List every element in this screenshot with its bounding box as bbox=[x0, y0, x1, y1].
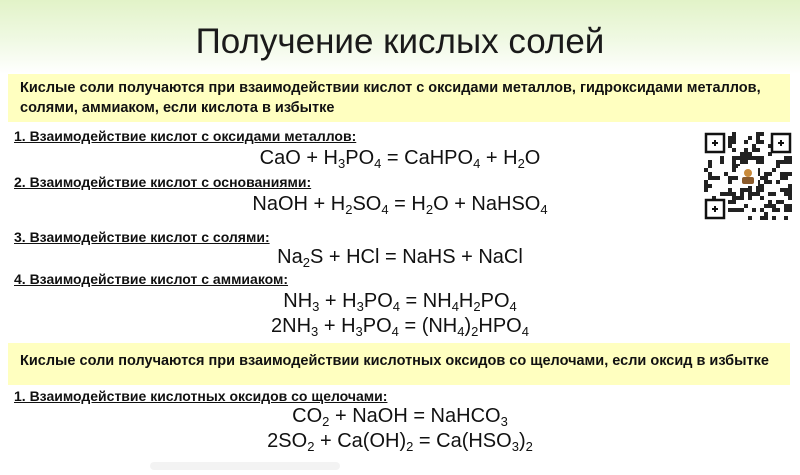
heading-acid-ammonia: 4. Взаимодействие кислот с аммиаком: bbox=[14, 271, 289, 287]
note-acids-excess: Кислые соли получаются при взаимодействии кислот с оксидами металлов, гидроксидами металлов, солями, аммиаком, если кислота в избытке bbox=[8, 74, 790, 122]
heading-acid-metal-oxides: 1. Взаимодействие кислот с оксидами металлов: bbox=[14, 128, 357, 144]
qr-code-icon bbox=[704, 132, 792, 220]
equation-na2s-hcl: $Na_2S$ + HCl = NaHS + NaCl bbox=[277, 246, 523, 270]
heading-acid-bases: 2. Взаимодействие кислот с основаниями: bbox=[14, 174, 312, 190]
equation-cao-h3po4: CaO + $H_3PO_4$ = CaHPO$_4$ + $H_2O$ bbox=[259, 147, 541, 171]
equation-naoh-h2so4: NaOH + $H_2SO_4 = H_2O$ + NaHSO$_4$ bbox=[252, 193, 548, 217]
note-oxides-excess: Кислые соли получаются при взаимодействии кислотных оксидов со щелочами, если оксид в избытке bbox=[8, 343, 790, 385]
bottom-fade bbox=[150, 462, 340, 470]
heading-acid-salts: 3. Взаимодействие кислот с солями: bbox=[14, 229, 270, 245]
equation-so2-caoh2: $2SO_2 + Ca(OH)_2 = Ca(HSO_3)_2$ bbox=[267, 430, 533, 454]
page-title: Получение кислых солей bbox=[195, 22, 605, 61]
equation-nh3-h3po4-2: $2NH_3 + H_3PO_4 = (NH_4)_2HPO_4$ bbox=[271, 315, 529, 339]
equation-nh3-h3po4-1: $NH_3 + H_3PO_4 = NH_4H_2PO_4$ bbox=[283, 290, 517, 314]
equation-co2-naoh: $CO_2$ + NaOH = NaHCO$_3$ bbox=[292, 405, 508, 429]
heading-acid-oxides-alkali: 1. Взаимодействие кислотных оксидов со щелочами: bbox=[14, 388, 388, 404]
